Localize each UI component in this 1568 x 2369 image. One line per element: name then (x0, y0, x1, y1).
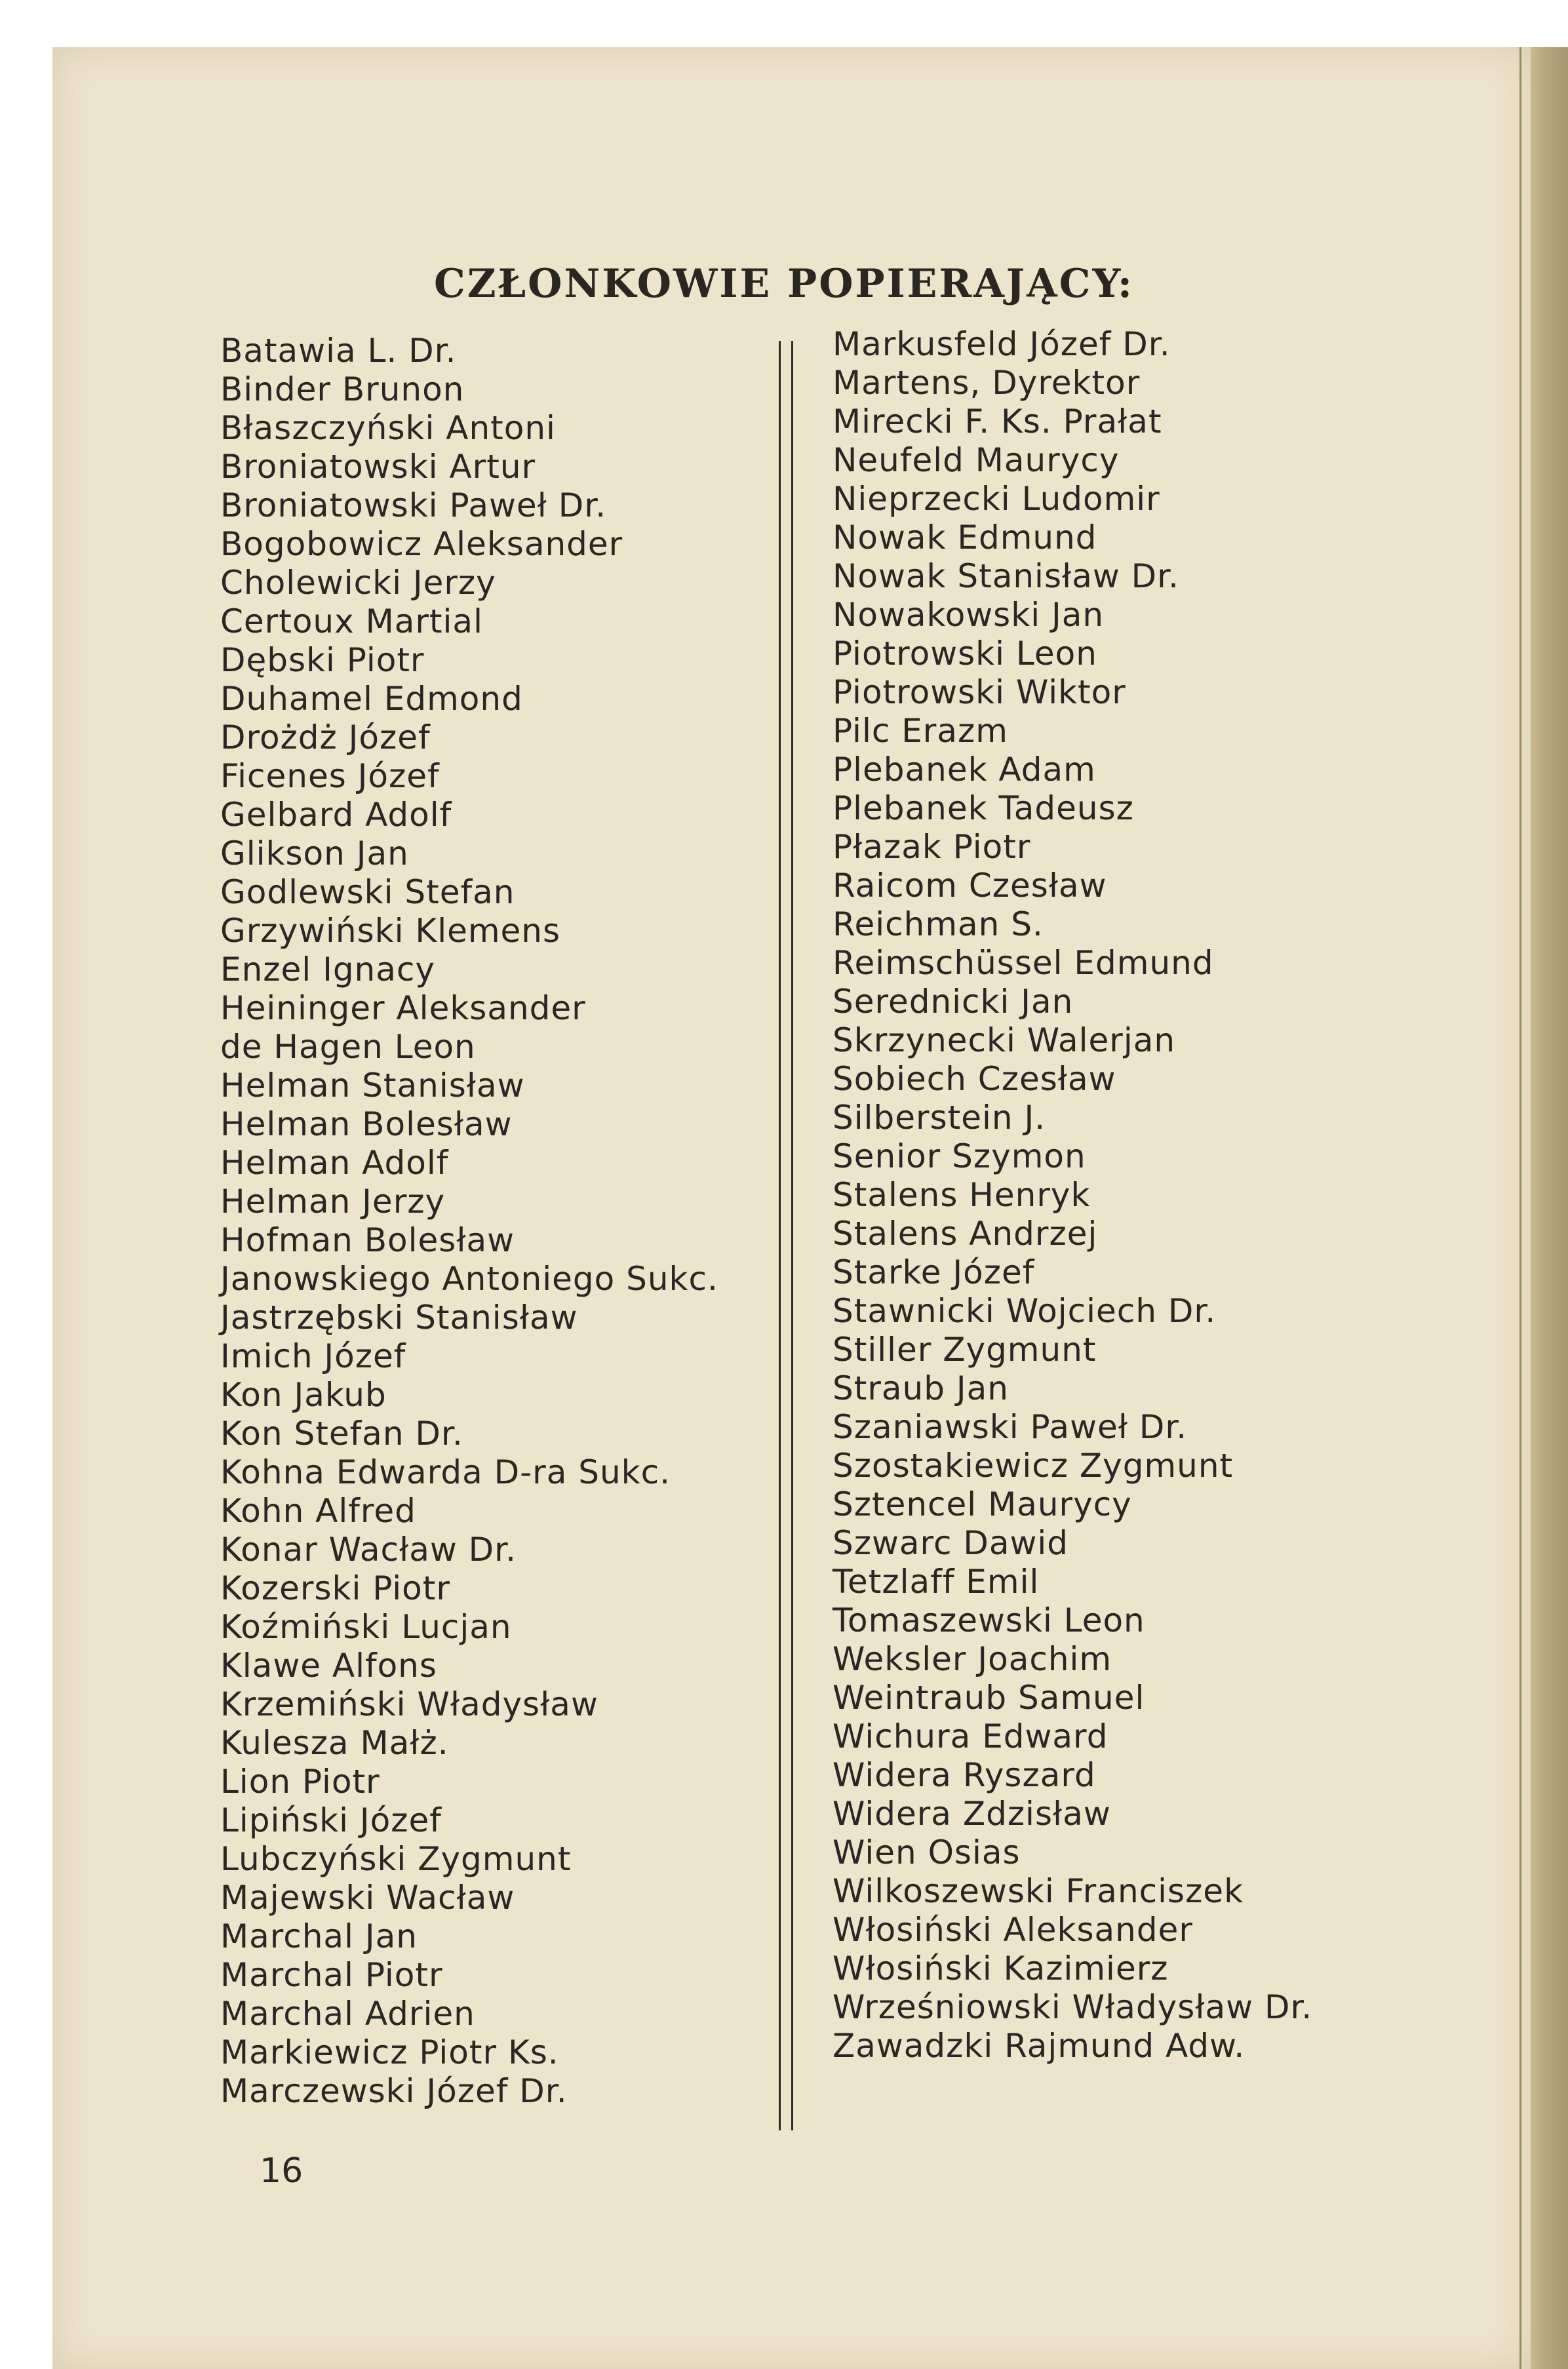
member-name: Binder Brunon (220, 370, 465, 408)
member-name: Duhamel Edmond (220, 680, 523, 718)
member-name: Markiewicz Piotr Ks. (220, 2033, 559, 2071)
member-name: Serednicki Jan (833, 983, 1074, 1021)
member-name: Wichura Edward (833, 1717, 1108, 1755)
member-name: Wien Osias (833, 1833, 1021, 1871)
member-name: Marczewski Józef Dr. (220, 2072, 568, 2110)
member-name: Stiller Zygmunt (833, 1331, 1097, 1369)
member-name: Cholewicki Jerzy (220, 564, 496, 602)
member-name: Starke Józef (833, 1253, 1035, 1291)
member-name: Ficenes Józef (220, 757, 440, 795)
member-name: Wilkoszewski Franciszek (833, 1872, 1244, 1910)
member-name: Reichman S. (833, 905, 1044, 943)
member-name: Kohna Edwarda D-ra Sukc. (220, 1453, 671, 1491)
member-name: Stalens Henryk (833, 1176, 1091, 1214)
member-name: Plebanek Adam (833, 751, 1096, 789)
book-spine (1531, 47, 1568, 2369)
members-list-left (220, 332, 784, 2111)
member-name: Janowskiego Antoniego Sukc. (220, 1260, 718, 1298)
member-name: Plebanek Tadeusz (833, 789, 1134, 827)
member-name: Dębski Piotr (220, 641, 425, 679)
member-name: Szwarc Dawid (833, 1524, 1069, 1562)
member-name: Batawia L. Dr. (220, 332, 457, 370)
member-name: Weksler Joachim (833, 1640, 1112, 1678)
member-name: Broniatowski Artur (220, 448, 536, 486)
member-name: de Hagen Leon (220, 1028, 476, 1066)
member-name: Marchal Adrien (220, 1995, 475, 2033)
member-name: Sobiech Czesław (833, 1060, 1116, 1098)
member-name: Senior Szymon (833, 1137, 1086, 1175)
member-name: Godlewski Stefan (220, 873, 515, 911)
member-name: Szostakiewicz Zygmunt (833, 1447, 1234, 1485)
member-name: Mirecki F. Ks. Prałat (833, 402, 1162, 441)
member-name: Błaszczyński Antoni (220, 409, 556, 447)
member-name: Gelbard Adolf (220, 796, 452, 834)
member-name: Kozerski Piotr (220, 1569, 450, 1607)
members-list-right (833, 325, 1462, 2066)
member-name: Certoux Martial (220, 602, 483, 640)
member-name: Włosiński Aleksander (833, 1911, 1193, 1949)
member-name: Piotrowski Wiktor (833, 673, 1126, 711)
member-name: Wrześniowski Władysław Dr. (833, 1988, 1313, 2026)
member-name: Neufeld Maurycy (833, 441, 1120, 479)
member-name: Skrzynecki Walerjan (833, 1021, 1176, 1059)
member-name: Marchal Piotr (220, 1956, 443, 1994)
member-name: Helman Jerzy (220, 1183, 446, 1221)
member-name: Pilc Erazm (833, 712, 1008, 750)
member-name: Enzel Ignacy (220, 950, 435, 989)
member-name: Krzemiński Władysław (220, 1685, 598, 1723)
member-name: Marchal Jan (220, 1917, 418, 1955)
member-name: Konar Wacław Dr. (220, 1531, 517, 1569)
member-name: Majewski Wacław (220, 1879, 515, 1917)
member-name: Helman Bolesław (220, 1105, 513, 1143)
member-name: Tomaszewski Leon (833, 1601, 1145, 1639)
member-name: Hofman Bolesław (220, 1221, 515, 1259)
member-name: Helman Stanisław (220, 1067, 525, 1105)
member-name: Klawe Alfons (220, 1647, 437, 1685)
member-name: Drożdż Józef (220, 718, 431, 756)
member-name: Włosiński Kazimierz (833, 1949, 1169, 1987)
member-name: Glikson Jan (220, 834, 409, 872)
member-name: Silberstein J. (833, 1099, 1046, 1137)
member-name: Heininger Aleksander (220, 989, 586, 1027)
member-name: Straub Jan (833, 1369, 1009, 1407)
member-name: Lion Piotr (220, 1763, 380, 1801)
member-name: Widera Zdzisław (833, 1795, 1111, 1833)
page-gutter-line (1519, 47, 1521, 2369)
member-name: Lipiński Józef (220, 1801, 442, 1839)
member-name: Kohn Alfred (220, 1492, 416, 1530)
member-name: Lubczyński Zygmunt (220, 1840, 572, 1878)
member-name: Tetzlaff Emil (833, 1563, 1040, 1601)
member-name: Kon Jakub (220, 1376, 387, 1414)
member-name: Nowak Edmund (833, 519, 1097, 557)
member-name: Stalens Andrzej (833, 1215, 1098, 1253)
member-name: Stawnicki Wojciech Dr. (833, 1292, 1217, 1330)
member-name: Kon Stefan Dr. (220, 1415, 463, 1453)
page-heading: CZŁONKOWIE POPIERAJĄCY: (433, 261, 1135, 307)
member-name: Piotrowski Leon (833, 635, 1097, 673)
member-name: Kulesza Małż. (220, 1724, 449, 1762)
member-name: Imich Józef (220, 1337, 406, 1375)
member-name: Nieprzecki Ludomir (833, 480, 1160, 518)
member-name: Nowakowski Jan (833, 596, 1105, 634)
member-name: Zawadzki Rajmund Adw. (833, 2027, 1245, 2065)
member-name: Sztencel Maurycy (833, 1485, 1132, 1523)
column-divider-rule (791, 341, 793, 2130)
member-name: Nowak Stanisław Dr. (833, 557, 1179, 595)
member-name: Koźmiński Lucjan (220, 1608, 512, 1646)
member-name: Markusfeld Józef Dr. (833, 325, 1171, 363)
member-name: Weintraub Samuel (833, 1679, 1145, 1717)
member-name: Martens, Dyrektor (833, 364, 1141, 402)
member-name: Szaniawski Paweł Dr. (833, 1408, 1188, 1446)
member-name: Widera Ryszard (833, 1756, 1096, 1794)
member-name: Raicom Czesław (833, 867, 1107, 905)
member-name: Reimschüssel Edmund (833, 944, 1214, 982)
member-name: Grzywiński Klemens (220, 912, 561, 950)
member-name: Bogobowicz Aleksander (220, 525, 623, 563)
member-name: Broniatowski Paweł Dr. (220, 486, 607, 524)
column-divider-rule (779, 341, 781, 2130)
member-name: Jastrzębski Stanisław (220, 1299, 578, 1337)
member-name: Płazak Piotr (833, 828, 1031, 866)
member-name: Helman Adolf (220, 1144, 449, 1182)
page-number: 16 (260, 2151, 304, 2191)
